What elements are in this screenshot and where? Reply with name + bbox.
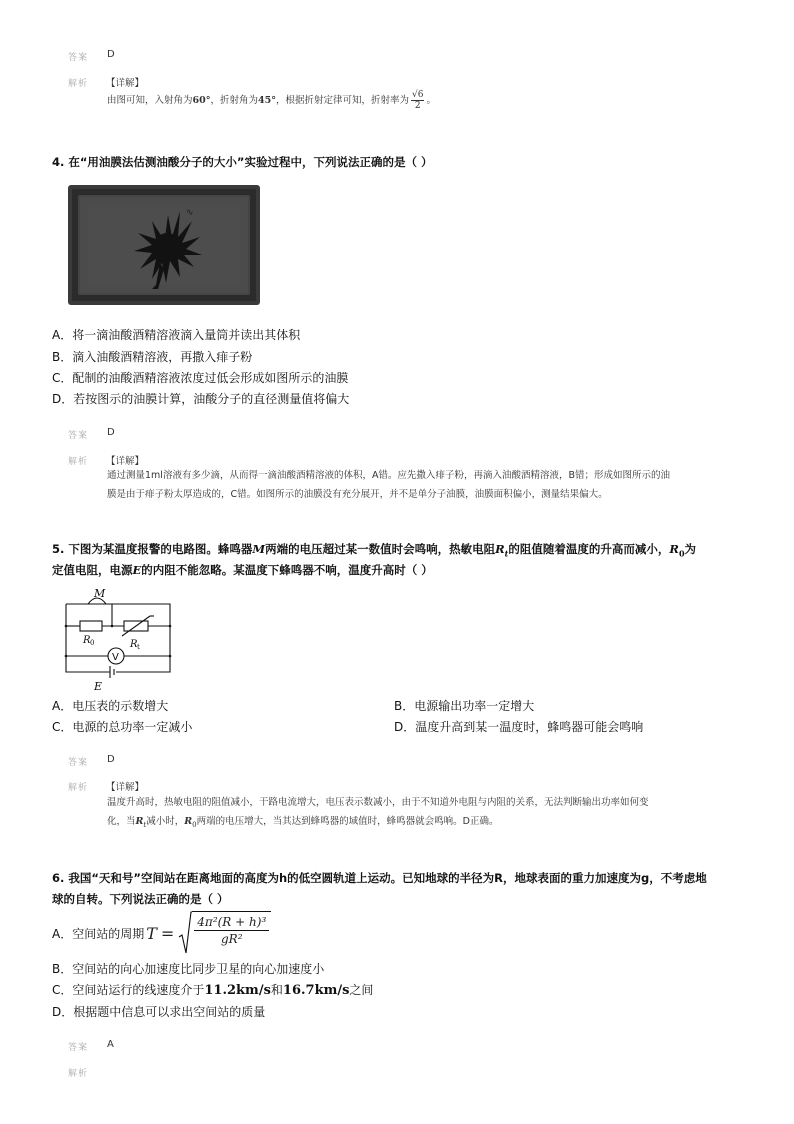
square-root: $\frac{\text{4π²(R + h)³}}{\text{gR²}}$: [178, 911, 271, 955]
answer-value: D: [107, 754, 115, 765]
analysis-label: 解析: [68, 1069, 89, 1079]
detail-tag: 【详解】: [106, 782, 145, 793]
question-6-option-c: C．空间站运行的线速度介于11.2km/s和16.7km/s之间: [52, 983, 374, 998]
answer-value: A: [107, 1039, 114, 1050]
explanation-line-1: 通过测量1ml溶液有多少滴，从而得一滴油酸酒精溶液的体积，A错。应先撒入痱子粉，再滴入油酸酒精溶液，B错；形成如图所示的油: [107, 470, 670, 481]
svg-text:t: t: [137, 643, 140, 651]
question-4-option-b: B．滴入油酸酒精溶液，再撒入痱子粉: [52, 350, 253, 364]
answer-label: 答案: [68, 53, 89, 63]
question-6-option-a: A．空间站的周期 T = $\frac{\text{4π²(R + h)³}}{\text{gR²}}$: [52, 910, 271, 956]
answer-label: 答案: [68, 1043, 89, 1053]
explanation-line-2: 化，当$R_t$减小时，$R_0$两端的电压增大，当其达到蜂鸣器的域值时，蜂鸣器就会鸣响。D正确。: [107, 816, 499, 829]
detail-tag: 【详解】: [106, 456, 145, 467]
oil-film-tray-image: [68, 185, 260, 305]
question-4-stem: 4. 在“用油膜法估测油酸分子的大小”实验过程中，下列说法正确的是（ ）: [52, 155, 433, 169]
question-5-option-d: D．温度升高到某一温度时，蜂鸣器可能会鸣响: [394, 720, 644, 734]
explanation-text: 由图可知，入射角为60°，折射角为45°，根据折射定律可知，折射率为 $\frac{√6}{2}$ 。: [107, 90, 436, 111]
question-5-option-a: A．电压表的示数增大: [52, 699, 169, 713]
question-5-stem-line-1: 5. 下图为某温度报警的电路图。蜂鸣器M两端的电压超过某一数值时会鸣响，热敏电阻$R_t$的阻值随着温度的升高而减小，$R_0$为: [52, 542, 697, 559]
answer-value: D: [107, 49, 115, 60]
explanation-line-2: 膜是由于痱子粉太厚造成的，C错。如图所示的油膜没有充分展开，并不是单分子油膜，油膜面积偏小，测量结果偏大。: [107, 489, 608, 500]
circuit-diagram: [60, 586, 180, 694]
circuit-label-e: E: [94, 680, 103, 693]
question-5-option-b: B．电源输出功率一定增大: [394, 699, 535, 713]
detail-tag: 【详解】: [106, 78, 145, 89]
answer-value: D: [107, 427, 115, 438]
svg-text:0: 0: [90, 639, 95, 647]
question-5-option-c: C．电源的总功率一定减小: [52, 720, 193, 734]
analysis-label: 解析: [68, 457, 89, 467]
explanation-line-1: 温度升高时，热敏电阻的阻值减小，干路电流增大，电压表示数减小，由于不知道外电阻与内阻的关系，无法判断输出功率如何变: [107, 797, 649, 808]
question-5-stem-line-2: 定值电阻，电源E的内阻不能忽略。某温度下蜂鸣器不响，温度升高时（ ）: [52, 563, 433, 577]
question-4-option-c: C．配制的油酸酒精溶液浓度过低会形成如图所示的油膜: [52, 371, 349, 385]
question-6-stem-line-1: 6. 我国“天和号”空间站在距离地面的高度为h的低空圆轨道上运动。已知地球的半径为R，地球表面的重力加速度为g，不考虑地: [52, 871, 707, 885]
analysis-label: 解析: [68, 783, 89, 793]
question-6-option-d: D．根据题中信息可以求出空间站的质量: [52, 1005, 266, 1019]
answer-label: 答案: [68, 758, 89, 768]
svg-text:∿: ∿: [186, 208, 194, 218]
analysis-label: 解析: [68, 79, 89, 89]
question-6-stem-line-2: 球的自转。下列说法正确的是（ ）: [52, 892, 229, 906]
question-4-option-d: D．若按图示的油膜计算，油酸分子的直径测量值将偏大: [52, 392, 350, 406]
circuit-label-r0: R: [83, 635, 91, 646]
circuit-label-m: M: [94, 587, 106, 600]
question-4-option-a: A．将一滴油酸酒精溶液滴入量筒并读出其体积: [52, 328, 301, 342]
question-6-option-b: B．空间站的向心加速度比同步卫星的向心加速度小: [52, 962, 325, 976]
fraction: $\frac{√6}{2}$: [412, 90, 424, 111]
answer-label: 答案: [68, 431, 89, 441]
circuit-label-rt: R: [130, 639, 138, 650]
voltmeter-label: V: [112, 652, 119, 663]
